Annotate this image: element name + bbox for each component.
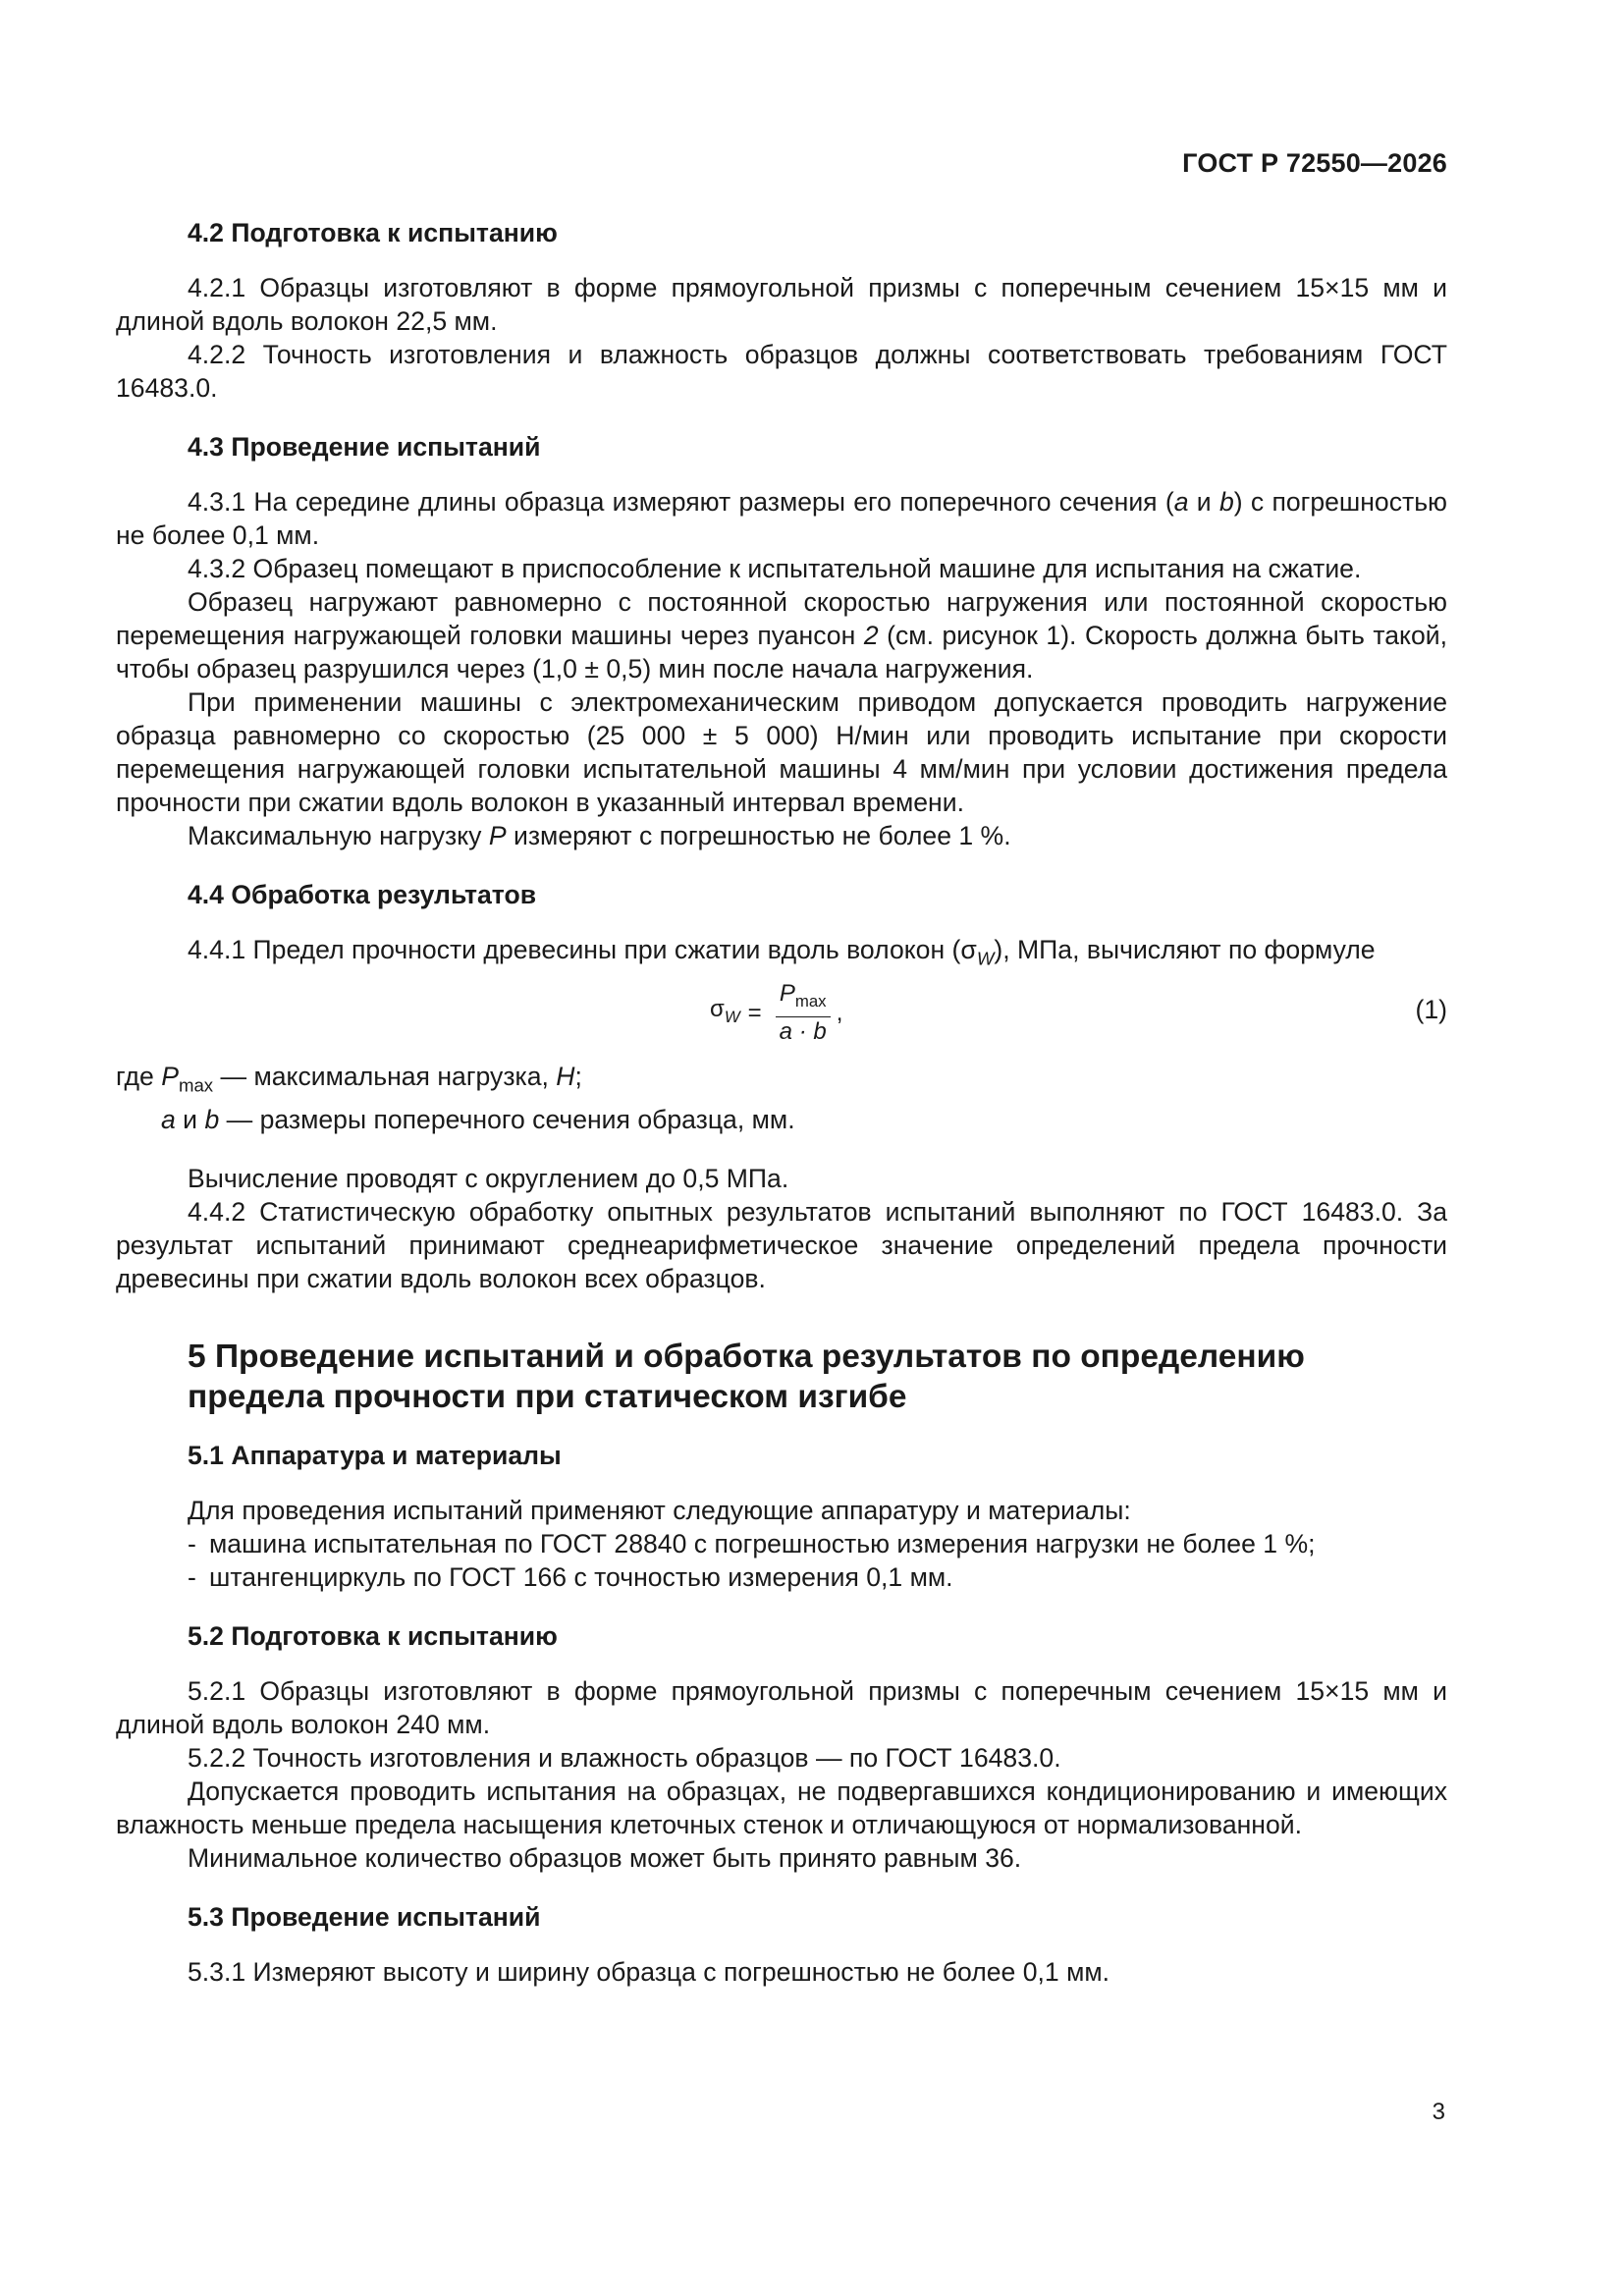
legend-var-b: b — [204, 1104, 220, 1134]
fraction-numerator — [776, 979, 831, 1017]
text-run: и — [1188, 487, 1219, 517]
section-5-heading — [116, 1337, 1447, 1417]
text-run: Образец нагружают равномерно с постоянной скоростью нагружения или постоянной скоростью перемещения нагружающей головки машины через пуансон — [116, 587, 1447, 650]
legend-var-a: a — [161, 1104, 176, 1134]
section-5-heading-line-1: 5 Проведение испытаний и обработка результатов по определению — [188, 1338, 1305, 1375]
text-run: и — [175, 1104, 205, 1134]
section-5-heading-line-2: предела прочности при статическом изгибе — [188, 1378, 907, 1415]
formula-body — [710, 979, 842, 1047]
section-5-2-heading: 5.2 Подготовка к испытанию — [188, 1620, 558, 1651]
variable-p: P — [488, 821, 507, 850]
numerator-subscript: max — [794, 992, 827, 1011]
text-run: ) с погрешностью не более 0,1 мм. — [116, 487, 1447, 550]
legend-a-b — [116, 1103, 1447, 1136]
paragraph-5-2-min-count: Минимальное количество образцов может быть принято равным 36. — [188, 1842, 1022, 1873]
paragraph-5-2-2: 5.2.2 Точность изготовления и влажность образцов — по ГОСТ 16483.0. — [188, 1742, 1061, 1773]
list-item-text: штангенциркуль по ГОСТ 166 с точностью измерения 0,1 мм. — [209, 1561, 953, 1592]
paragraph-4-3-2-electromech: При применении машины с электромеханическим приводом допускается проводить нагружение образца равномерно со скоростью (25 000 ± 5 000) Н/мин или проводить испытание при скорости перемещения нагружающей головки испытательной машины 4 мм/мин при условии достижения предела прочности при сжатии вдоль волокон в указанный интервал времени. — [116, 687, 1447, 817]
text-run: где — [116, 1062, 162, 1092]
list-item-text: машина испытательная по ГОСТ 28840 с погрешностью измерения нагрузки не более 1 %; — [209, 1528, 1316, 1558]
denominator-text: a · b — [779, 1018, 827, 1046]
list-item — [116, 1527, 1447, 1560]
paragraph-4-3-2-max-load — [116, 819, 1447, 852]
legend-unit: Н — [556, 1062, 575, 1092]
legend-subscript-max: max — [178, 1074, 214, 1096]
text-run: ; — [574, 1062, 582, 1092]
section-4-2-heading: 4.2 Подготовка к испытанию — [188, 218, 558, 247]
list-item — [116, 1560, 1447, 1594]
text-run: ), МПа, вычисляют по формуле — [994, 935, 1376, 964]
fraction-denominator — [774, 1017, 833, 1047]
equals-sign: = — [747, 999, 762, 1026]
paragraph-5-2-1: 5.2.1 Образцы изготовляют в форме прямоугольной призмы с поперечным сечением 15×15 мм и длиной вдоль волокон 240 мм. — [116, 1675, 1447, 1739]
subscript-w: W — [976, 948, 995, 969]
formula-comma: , — [836, 999, 843, 1026]
list-dash: - — [188, 1528, 196, 1558]
section-4-3-heading: 4.3 Проведение испытаний — [188, 432, 541, 462]
formula-legend — [116, 1060, 1447, 1135]
punch-reference: 2 — [863, 621, 879, 650]
paragraph-5-1-intro: Для проведения испытаний применяют следующие аппаратуру и материалы: — [188, 1495, 1131, 1525]
text-run: измеряют с погрешностью не более 1 %. — [506, 821, 1011, 850]
page-content — [116, 216, 1447, 1989]
list-dash: - — [188, 1561, 196, 1592]
paragraph-rounding: Вычисление проводят с округлением до 0,5 МПа. — [188, 1163, 789, 1193]
text-run: 4.3.1 На середине длины образца измеряют размеры его поперечного сечения ( — [188, 487, 1174, 517]
formula-lhs — [710, 993, 740, 1034]
paragraph-4-4-2: 4.4.2 Статистическую обработку опытных результатов испытаний выполняют по ГОСТ 16483.0. За результат испытаний принимают среднеарифметическое значение определений предела прочности древесины при сжатии вдоль волокон всех образцов. — [116, 1196, 1447, 1293]
variable-b: b — [1218, 487, 1234, 517]
formula-number: (1) — [1415, 995, 1447, 1025]
paragraph-4-2-2: 4.2.2 Точность изготовления и влажность образцов должны соответствовать требованиям ГОСТ 16483.0. — [116, 340, 1447, 403]
paragraph-5-3-1: 5.3.1 Измеряют высоту и ширину образца с погрешностью не более 0,1 мм. — [188, 1956, 1110, 1987]
legend-p-max — [116, 1060, 1447, 1102]
text-run: — размеры поперечного сечения образца, мм. — [219, 1104, 795, 1134]
legend-var-p: P — [161, 1062, 179, 1092]
text-run: (см. рисунок 1). Скорость должна быть такой, чтобы образец разрушился через (1,0 ± 0,5) мин после начала нагружения. — [116, 621, 1447, 683]
variable-a: a — [1173, 487, 1189, 517]
paragraph-4-2-1: 4.2.1 Образцы изготовляют в форме прямоугольной призмы с поперечным сечением 15×15 мм и длиной вдоль волокон 22,5 мм. — [116, 273, 1447, 336]
numerator-p: P — [779, 980, 795, 1008]
text-run: Максимальную нагрузку — [188, 821, 489, 850]
paragraph-5-2-conditioning: Допускается проводить испытания на образцах, не подвергавшихся кондиционированию и имеющих влажность меньше предела насыщения клеточных стенок и отличающуюся от нормализованной. — [116, 1776, 1447, 1839]
section-5-3-heading: 5.3 Проведение испытаний — [188, 1901, 541, 1932]
text-run: 4.4.1 Предел прочности древесины при сжатии вдоль волокон (σ — [188, 935, 977, 964]
formula-1 — [116, 975, 1447, 1060]
document-code: ГОСТ Р 72550—2026 — [1182, 148, 1447, 178]
formula-fraction — [774, 979, 833, 1047]
formula-subscript-w: W — [724, 1007, 740, 1026]
paragraph-4-4-1 — [116, 933, 1447, 975]
sigma-symbol: σ — [710, 995, 725, 1022]
page-number: 3 — [1432, 2099, 1445, 2125]
section-5-1-heading: 5.1 Аппаратура и материалы — [188, 1440, 562, 1470]
section-4-4-heading: 4.4 Обработка результатов — [188, 880, 537, 909]
text-run: — максимальная нагрузка, — [213, 1062, 557, 1092]
paragraph-4-3-2-loading — [116, 585, 1447, 685]
paragraph-4-3-1 — [116, 485, 1447, 552]
paragraph-4-3-2: 4.3.2 Образец помещают в приспособление к испытательной машине для испытания на сжатие. — [188, 554, 1362, 583]
